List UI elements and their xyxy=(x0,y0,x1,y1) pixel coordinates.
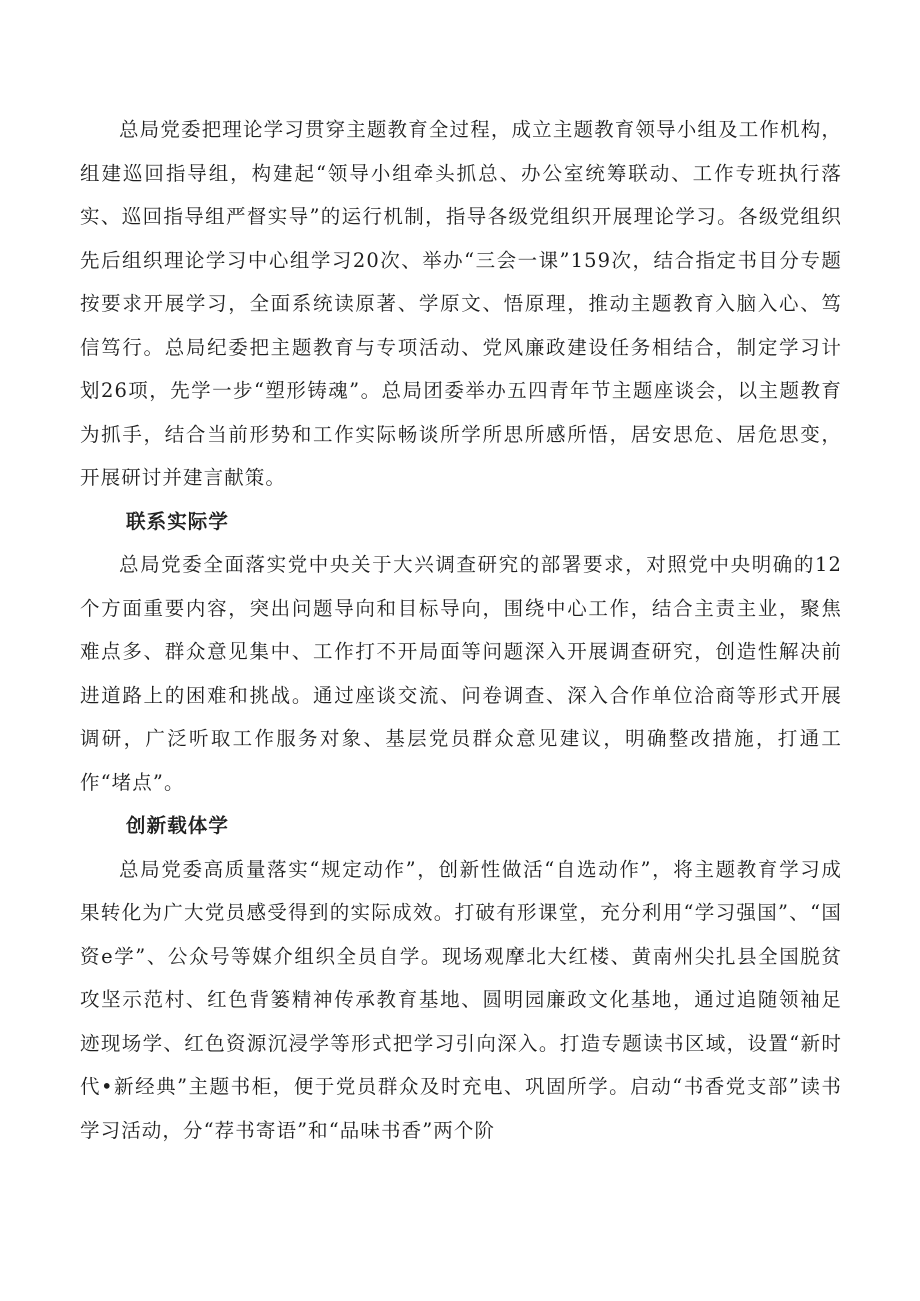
paragraph-investigation: 总局党委全面落实党中央关于大兴调查研究的部署要求，对照党中央明确的12个方面重要内容，突出问题导向和目标导向，围绕中心工作，结合主责主业，聚焦难点多、群众意见集中、工作打不开局面等问题深入开展调查研究，创造性解决前进道路上的困难和挑战。通过座谈交流、问卷调查、深入合作单位洽商等形式开展调研，广泛听取工作服务对象、基层党员群众意见建议，明确整改措施，打通工作“堵点”。 xyxy=(80,553,842,794)
section-heading-practice: 联系实际学 xyxy=(126,509,230,533)
document-body xyxy=(80,108,842,1152)
section-heading-innovation: 创新载体学 xyxy=(126,814,230,837)
paragraph-theory-study: 总局党委把理论学习贯穿主题教育全过程，成立主题教育领导小组及工作机构，组建巡回指导组，构建起“领导小组牵头抓总、办公室统筹联动、工作专班执行落实、巡回指导组严督实导”的运行机制，指导各级党组织开展理论学习。各级党组织先后组织理论学习中心组学习20次、举办“三会一课”159次，结合指定书目分专题按要求开展学习，全面系统读原著、学原文、悟原理，推动主题教育入脑入心、笃信笃行。总局纪委把主题教育与专项活动、党风廉政建设任务相结合，制定学习计划26项，先学一步“塑形铸魂”。总局团委举办五四青年节主题座谈会，以主题教育为抓手，结合当前形势和工作实际畅谈所学所思所感所悟，居安思危、居危思变，开展研讨并建言献策。 xyxy=(80,118,842,489)
paragraph-innovative-carriers: 总局党委高质量落实“规定动作”，创新性做活“自选动作”，将主题教育学习成果转化为广大党员感受得到的实际成效。打破有形课堂，充分利用“学习强国”、“国资e学”、公众号等媒介组织全员自学。现场观摩北大红楼、黄南州尖扎县全国脱贫攻坚示范村、红色背篓精神传承教育基地、圆明园廉政文化基地，通过追随领袖足迹现场学、红色资源沉浸学等形式把学习引向深入。打造专题读书区域，设置“新时代•新经典”主题书柜，便于党员群众及时充电、巩固所学。启动“书香党支部”读书学习活动，分“荐书寄语”和“品味书香”两个阶 xyxy=(80,857,842,1142)
